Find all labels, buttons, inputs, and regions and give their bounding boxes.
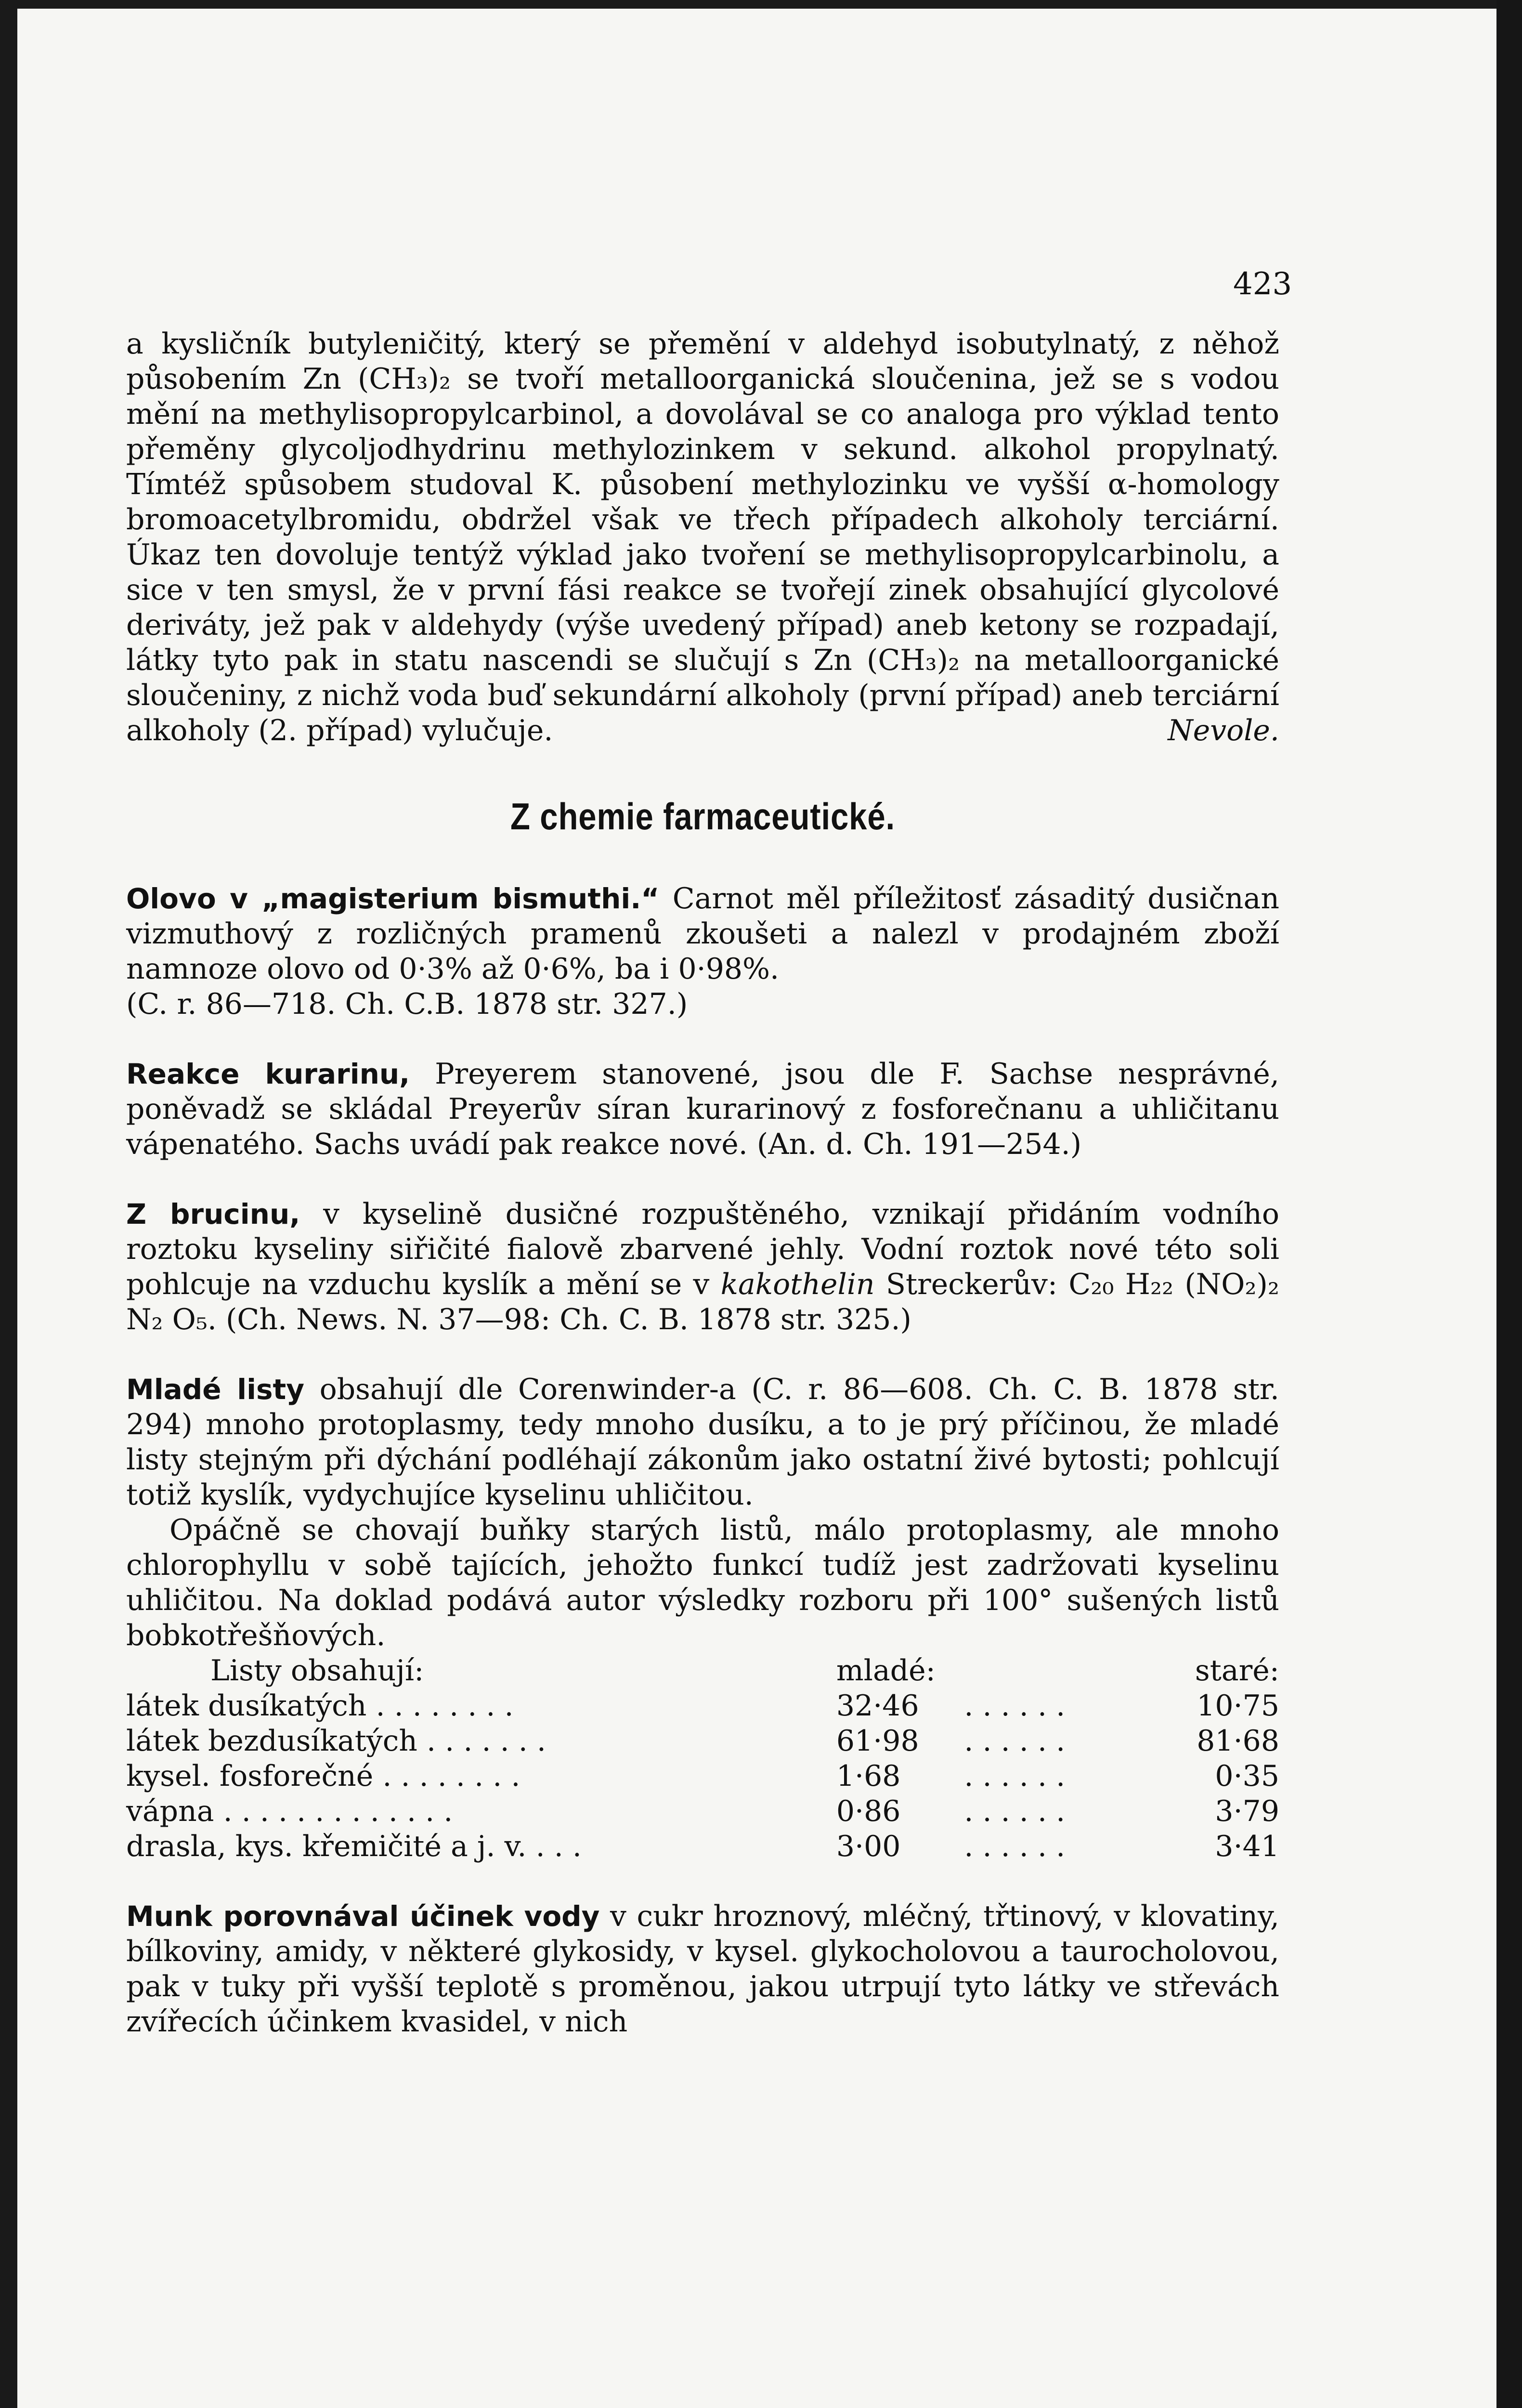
entry-text: Preyerem stanovené, jsou dle F. Sachse nesprávné, poněvadž se skládal Preyerův síran kurarinový z fosforečnanu a uhličitanu vápenatého. Sachs uvádí pak reakce nové. (An. d. Ch. 191—254.) [126,1057,1279,1161]
entry-lead: Z brucinu, [126,1198,300,1230]
header-old: staré: [1195,1654,1279,1688]
row-old: 3·79 [1215,1794,1279,1828]
row-old: 10·75 [1197,1689,1279,1723]
header-label: Listy obsahují: [210,1654,424,1688]
row-label: vápna [126,1794,214,1828]
page-number: 423 [1233,266,1292,302]
page-content [126,327,1279,2040]
row-old: 0·35 [1215,1759,1279,1793]
scan-edge [1496,0,1522,2408]
paragraph-text: a kysličník butyleničitý, který se přemění v aldehyd isobutylnatý, z něhož působením Zn (CH₃)₂ se tvoří metalloorganická sloučenina, jež se s vodou mění na methylisopropylcarbinol, a dovolával se co analoga pro výklad tento přeměny glycoljodhydrinu methylozinkem v sekund. alkohol propylnatý. Tímtéž spůsobem studoval K. působení methylozinku ve vyšší α-homology bromoacetylbromidu, obdržel však ve třech případech alkoholy terciární. Úkaz ten dovoluje tentýž výklad jako tvoření se methylisopropylcarbinolu, a sice v ten smysl, že v první fási reakce se tvořejí zinek obsahující glycolové deriváty, jež pak v aldehydy (výše uvedený případ) aneb ketony se rozpadají, látky tyto pak in statu nascendi se slučují s Zn (CH₃)₂ na metalloorganické sloučeniny, z nichž voda buď sekundární alkoholy (první případ) aneb terciární alkoholy (2. případ) vylučuje. [126,327,1279,747]
row-label: látek dusíkatých [126,1689,367,1723]
leader-dots: . . . [526,1830,582,1863]
leader-dots: . . . . . . . [417,1724,546,1758]
row-label: látek bezdusíkatých [126,1724,417,1758]
row-old: 3·41 [1215,1830,1279,1863]
table-header [126,1653,1279,1688]
entry-text: obsahují dle Corenwinder-a (C. r. 86—608. Ch. C. B. 1878 str. 294) mnoho protoplasmy, tedy mnoho dusíku, a to je prý příčinou, že mladé listy stejným při dýchání podléhají zákonům jako ostatní živé bytosti; pohlcují totiž kyslík, vydychujíce kyselinu uhličitou. [126,1373,1279,1512]
leader-dots: . . . . . . [964,1794,1066,1828]
leader-dots: . . . . . . [964,1759,1066,1793]
table-row [126,1688,1279,1724]
leader-dots: . . . . . . [964,1830,1066,1863]
row-young: 32·46 [836,1689,919,1723]
entry-lead: Mladé listy [126,1373,305,1406]
entry-lead: Munk porovnával účinek vody [126,1900,600,1933]
leader-dots: . . . . . . . . [366,1689,514,1723]
entry-listy-paragraph: Opáčně se chovají buňky starých listů, málo protoplasmy, ale mnoho chlorophyllu v sobě tajících, jehožto funkcí tudíž jest zadržovati kyselinu uhličitou. Na doklad podává autor výsledky rozboru při 100° sušených listů bobkotřešňových. [126,1513,1279,1652]
entry-lead: Reakce kurarinu, [126,1058,410,1090]
row-label: drasla, kys. křemičité a j. v. [126,1830,527,1863]
entry-munk [126,1899,1279,2040]
entry-text: v kyselině dusičné rozpuštěného, vznikají přidáním vodního roztoku kyseliny siřičité fialově zbarvené jehly. Vodní roztok nové této soli pohlcuje na vzduchu kyslík a mění se v [126,1197,1280,1301]
row-young: 61·98 [836,1724,919,1758]
row-old: 81·68 [1197,1724,1279,1758]
table-row [126,1829,1279,1864]
leaves-table [126,1653,1279,1864]
row-young: 3·00 [836,1830,901,1863]
row-young: 1·68 [836,1759,901,1793]
leader-dots: . . . . . . [964,1689,1066,1723]
entry-listy [126,1372,1279,1513]
section-heading: Z chemie farmaceutické. [510,795,896,838]
header-young: mladé: [836,1654,936,1688]
author-signature: Nevole. [1168,714,1279,747]
leader-dots: . . . . . . . . [373,1759,520,1793]
entry-brucin [126,1197,1279,1337]
entry-olovo [126,881,1279,987]
row-label: kysel. fosforečné [126,1759,374,1793]
entry-text: Carnot měl příležitosť zásaditý dusičnan vizmuthový z rozličných pramenů zkoušeti a nalezl v prodajném zboží namnoze olovo od 0·3% až 0·6%, ba i 0·98%. [126,882,1279,986]
leader-dots: . . . . . . . . . . . . . [214,1794,453,1828]
table-row [126,1759,1279,1794]
paragraph-continuation [126,327,1279,748]
table-row [126,1794,1279,1829]
row-young: 0·86 [836,1794,901,1828]
entry-kurarin [126,1057,1279,1162]
entry-citation: (C. r. 86—718. Ch. C.B. 1878 str. 327.) [126,987,688,1021]
leader-dots: . . . . . . [964,1724,1066,1758]
entry-text: v cukr hroznový, mléčný, třtinový, v klovatiny, bílkoviny, amidy, v některé glykosidy, v kysel. glykocholovou a taurocholovou, pak v tuky při vyšší teplotě s proměnou, jakou utrpují tyto látky ve střevách zvířecích účinkem kvasidel, v nich [126,1899,1280,2039]
entry-text: Streckerův: C₂₀ H₂₂ (NO₂)₂ N₂ O₅. (Ch. News. N. 37—98: Ch. C. B. 1878 str. 325.) [126,1268,1279,1336]
table-row [126,1724,1279,1759]
entry-lead: Olovo v „magisterium bismuthi.“ [126,882,660,915]
entry-term: kakothelin [720,1268,875,1301]
